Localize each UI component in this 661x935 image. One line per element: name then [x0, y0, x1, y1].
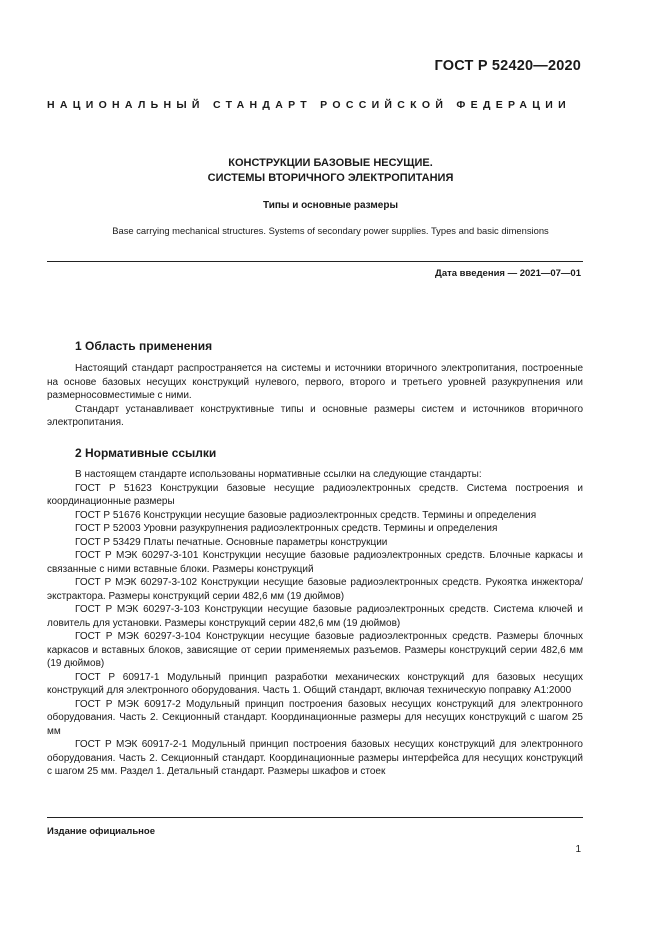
reference-item: ГОСТ Р 53429 Платы печатные. Основные параметры конструкции — [75, 536, 388, 548]
reference-item: ГОСТ Р 52003 Уровни разукрупнения радиоэлектронных средств. Термины и определения — [75, 523, 498, 534]
reference-item: ГОСТ Р 51623 Конструкции базовые несущие радиоэлектронных средств. Система построения и координационные размеры — [47, 482, 583, 507]
footer-divider — [47, 817, 583, 818]
introduction-date: Дата введения — 2021—07—01 — [435, 268, 581, 279]
reference-item: ГОСТ Р 60917-1 Модульный принцип разработки механических конструкций для базовых несущих конструкций для электронного оборудования. Часть 1. Общий стандарт, включая техническую поправку A1:2000 — [47, 671, 583, 696]
section-1-paragraph: Стандарт устанавливает конструктивные типы и основные размеры систем и источников вторичного электропитания. — [47, 403, 583, 428]
official-edition-label: Издание официальное — [47, 826, 155, 837]
document-subtitle: Типы и основные размеры — [262, 200, 399, 211]
document-title-line-2: СИСТЕМЫ ВТОРИЧНОГО ЭЛЕКТРОПИТАНИЯ — [207, 172, 454, 184]
section-2-paragraph: В настоящем стандарте использованы нормативные ссылки на следующие стандарты: — [75, 469, 482, 480]
document-code: ГОСТ Р 52420—2020 — [434, 58, 581, 74]
reference-item: ГОСТ Р МЭК 60917-2-1 Модульный принцип построения базовых несущих конструкций для электронного оборудования. Часть 2. Секционный стандарт. Координационные размеры интерфейса для несущих конструкций с шагом 25 мм. Раздел 1. Детальный стандарт. Размеры шкафов и стоек — [47, 739, 583, 777]
reference-item: ГОСТ Р МЭК 60297-3-102 Конструкции несущие базовые радиоэлектронных средств. Рукоятка инжектора/экстрактора. Размеры конструкций серии 482,6 мм (19 дюймов) — [47, 577, 583, 602]
section-2-heading: 2 Нормативные ссылки — [75, 446, 217, 460]
document-title-line-1: КОНСТРУКЦИИ БАЗОВЫЕ НЕСУЩИЕ. — [228, 157, 433, 169]
header-divider — [47, 261, 583, 262]
reference-item: ГОСТ Р МЭК 60297-3-104 Конструкции несущие базовые радиоэлектронных средств. Размеры блочных каркасов и вставных блоков, зависящие от серии применяемых разъемов. Размеры конструкций серии 482,6 мм (19 дюймов) — [47, 631, 583, 669]
section-2-body — [47, 468, 583, 779]
english-title: Base carrying mechanical structures. Systems of secondary power supplies. Types and basic dimensions — [112, 225, 549, 236]
page-number: 1 — [575, 844, 581, 855]
reference-item: ГОСТ Р 51676 Конструкции несущие базовые радиоэлектронных средств. Термины и определения — [75, 509, 537, 521]
reference-item: ГОСТ Р МЭК 60297-3-101 Конструкции несущие базовые радиоэлектронных средств. Блочные каркасы и связанные с ними вставные блоки. Размеры конструкций — [47, 550, 583, 575]
section-1-body — [47, 362, 583, 430]
reference-item: ГОСТ Р МЭК 60917-2 Модульный принцип построения базовых несущих конструкций для электронного оборудования. Часть 2. Секционный стандарт. Координационные размеры для несущих конструкций с шагом 25 мм — [47, 698, 583, 737]
national-standard-banner: НАЦИОНАЛЬНЫЙ СТАНДАРТ РОССИЙСКОЙ ФЕДЕРАЦИИ — [47, 99, 571, 111]
section-1-paragraph: Настоящий стандарт распространяется на системы и источники вторичного электропитания, построенные на основе базовых несущих конструкций нулевого, первого, второго и третьего уровней разукрупнения или размерносовместимые с ними. — [47, 363, 583, 401]
reference-item: ГОСТ Р МЭК 60297-3-103 Конструкции несущие базовые радиоэлектронных средств. Система ключей и ловитель для установки. Размеры конструкций серии 482,6 мм (19 дюймов) — [47, 604, 583, 629]
section-1-heading: 1 Область применения — [75, 339, 213, 353]
